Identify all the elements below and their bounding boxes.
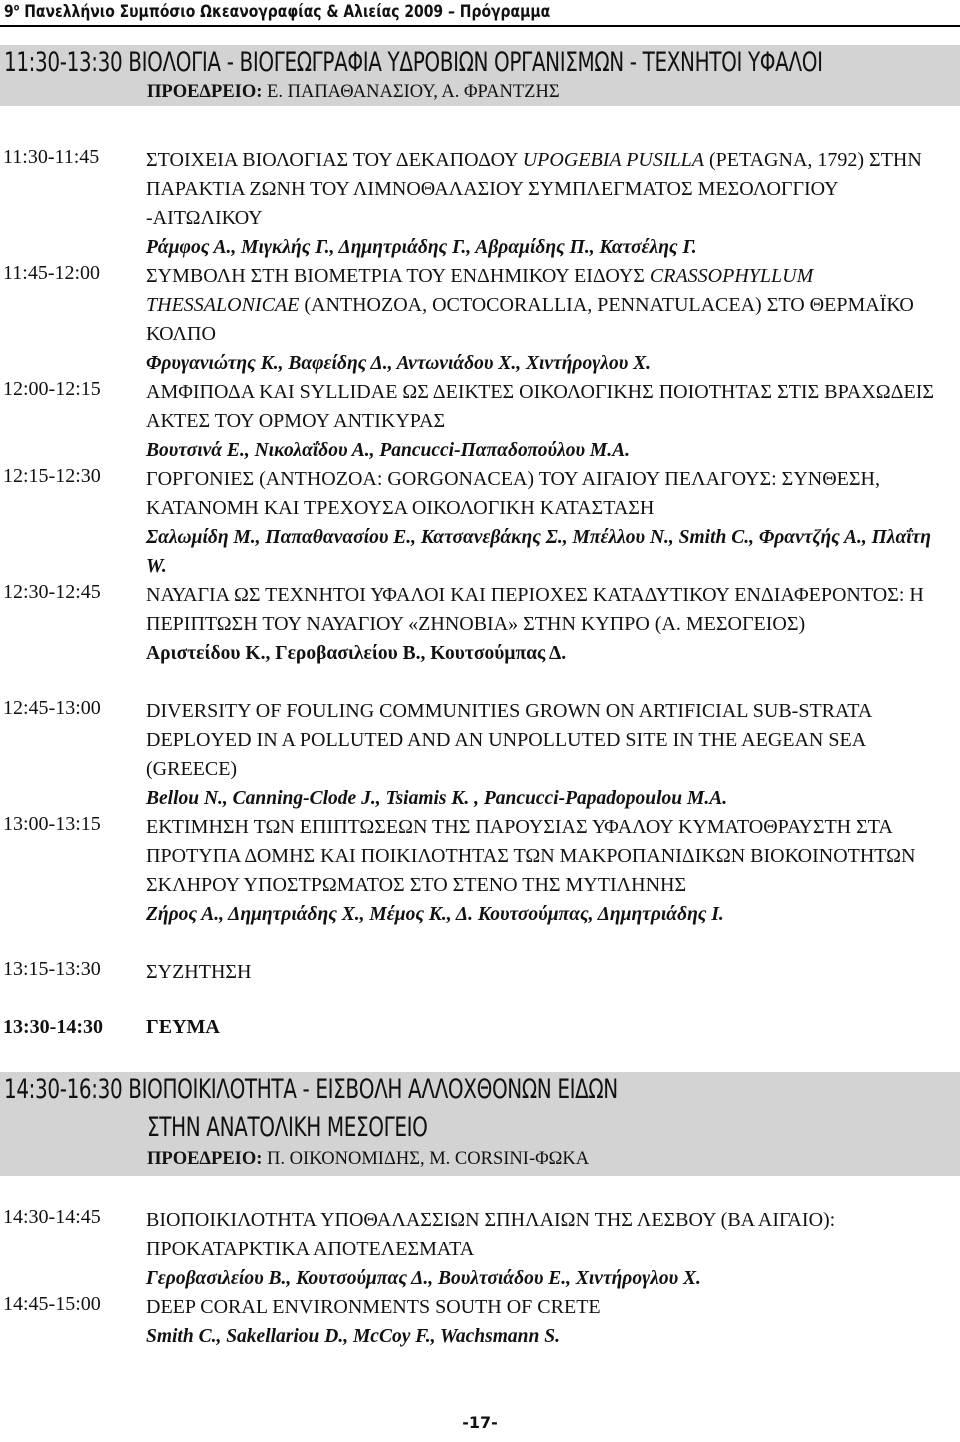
talk-title: DIVERSITY OF FOULING COMMUNITIES GROWN ON ARTIFICIAL SUB-STRATA DEPLOYED IN A POLLUTED AND AN UNPOLLUTED SITE IN THE AEGEAN SEA (GREECE) <box>146 700 872 780</box>
talk-title-part: ΣΥΜΒΟΛΗ ΣΤΗ ΒΙΟΜΕΤΡΙΑ ΤΟΥ ΕΝΔΗΜΙΚΟΥ ΕΙΔΟΥΣ <box>146 265 650 287</box>
species-name: CRASSOPHYLLUM THESSALONICAE <box>146 265 814 316</box>
chairs-label: ΠΡΟΕΔΡΕΙΟ: <box>147 82 263 102</box>
chairs-label: ΠΡΟΕΔΡΕΙΟ: <box>147 1149 263 1169</box>
talk-time: 14:45-15:00 <box>3 1293 101 1315</box>
edition-suffix: ο <box>13 2 20 14</box>
talk-time: 13:15-13:30 <box>3 958 101 980</box>
talk-title: ΒΙΟΠΟΙΚΙΛΟΤΗΤΑ ΥΠΟΘΑΛΑΣΣΙΩΝ ΣΠΗΛΑΙΩΝ ΤΗΣ ΛΕΣΒΟΥ (ΒΑ ΑΙΓΑΙΟ): ΠΡΟΚΑΤΑΡΚΤΙΚΑ ΑΠΟΤΕΛΕΣΜΑΤΑ <box>146 1209 836 1260</box>
session-title: 14:30-16:30 ΒΙΟΠΟΙΚΙΛΟΤΗΤΑ - ΕΙΣΒΟΛΗ ΑΛΛΟΧΘΟΝΩΝ ΕΙΔΩΝ <box>4 1074 618 1105</box>
session-title-continued: ΣΤΗΝ ΑΝΑΤΟΛΙΚΗ ΜΕΣΟΓΕΙΟ <box>147 1112 428 1143</box>
talk-title <box>146 262 951 349</box>
talk-title: ΣΥΖΗΤΗΣΗ <box>146 961 252 983</box>
session-title: 11:30-13:30 ΒΙΟΛΟΓΙΑ - ΒΙΟΓΕΩΓΡΑΦΙΑ ΥΔΡΟΒΙΩΝ ΟΡΓΑΝΙΣΜΩΝ - ΤΕΧΝΗΤΟΙ ΥΦΑΛΟΙ <box>4 47 823 78</box>
talk-time: 12:30-12:45 <box>3 581 101 603</box>
talk-authors: Φρυγανιώτης Κ., Βαφείδης Δ., Αντωνιάδου Χ., Χιντήρογλου Χ. <box>146 353 652 374</box>
talk-time: 12:00-12:15 <box>3 378 101 400</box>
talk-authors: Αριστείδου Κ., Γεροβασιλείου Β., Κουτσούμπας Δ. <box>146 643 567 664</box>
session-chairs <box>147 82 560 103</box>
break-time: 13:30-14:30 <box>3 1016 103 1038</box>
talk-title: ΕΚΤΙΜΗΣΗ ΤΩΝ ΕΠΙΠΤΩΣΕΩΝ ΤΗΣ ΠΑΡΟΥΣΙΑΣ ΥΦΑΛΟΥ ΚΥΜΑΤΟΘΡΑΥΣΤΗ ΣΤΑ ΠΡΟΤΥΠΑ ΔΟΜΗΣ ΚΑΙ ΠΟΙΚΙΛΟΤΗΤΑΣ ΤΩΝ ΜΑΚΡΟΠΑΝΙΔΙΚΩΝ ΒΙΟΚΟΙΝΟΤΗΤΩΝ ΣΚΛΗΡΟΥ ΥΠΟΣΤΡΩΜΑΤΟΣ ΣΤΟ ΣΤΕΝΟ ΤΗΣ ΜΥΤΙΛΗΝΗΣ <box>146 816 916 896</box>
talk-title-part: (ANTHOZOA, OCTOCORALLIA, PENNATULACEA) ΣΤΟ ΘΕΡΜΑΪΚΟ ΚΟΛΠΟ <box>146 294 914 345</box>
chairs-names: Ε. ΠΑΠΑΘΑΝΑΣΙΟΥ, Α. ΦΡΑΝΤΖΗΣ <box>262 82 560 102</box>
talk-time: 11:30-11:45 <box>3 146 100 168</box>
session-header-1 <box>0 45 960 106</box>
talk-title-part: ΣΤΟΙΧΕΙΑ ΒΙΟΛΟΓΙΑΣ ΤΟΥ ΔΕΚΑΠΟΔΟΥ <box>146 149 523 171</box>
talk-authors: Ράμφος Α., Μιγκλής Γ., Δημητριάδης Γ., Αβραμίδης Π., Κατσέλης Γ. <box>146 237 697 258</box>
page-number: -17- <box>462 1413 498 1432</box>
chairs-names: Π. ΟΙΚΟΝΟΜΙΔΗΣ, Μ. CORSINI-ΦΩΚΑ <box>262 1149 590 1169</box>
talk-title: ΑΜΦΙΠΟΔΑ ΚΑΙ SYLLIDAE ΩΣ ΔΕΙΚΤΕΣ ΟΙΚΟΛΟΓΙΚΗΣ ΠΟΙΟΤΗΤΑΣ ΣΤΙΣ ΒΡΑΧΩΔΕΙΣ ΑΚΤΕΣ ΤΟΥ ΟΡΜΟΥ ΑΝΤΙΚΥΡΑΣ <box>146 381 934 432</box>
session-header-2 <box>0 1072 960 1176</box>
talk-title: ΓΟΡΓΟΝΙΕΣ (ANTHOZOA: GORGONACEA) ΤΟΥ ΑΙΓΑΙΟΥ ΠΕΛΑΓΟΥΣ: ΣΥΝΘΕΣΗ, ΚΑΤΑΝΟΜΗ ΚΑΙ ΤΡΕΧΟΥΣΑ ΟΙΚΟΛΟΓΙΚΗ ΚΑΤΑΣΤΑΣΗ <box>146 468 880 519</box>
talk-time: 12:45-13:00 <box>3 697 101 719</box>
talk-time: 13:00-13:15 <box>3 813 101 835</box>
document-title-text: Πανελλήνιο Συμπόσιο Ωκεανογραφίας & Αλιείας 2009 – Πρόγραμμα <box>19 2 551 22</box>
talk-authors: Ζήρος Α., Δημητριάδης Χ., Μέμος Κ., Δ. Κουτσούμπας, Δημητριάδης Ι. <box>146 904 724 925</box>
header-divider <box>0 25 960 27</box>
edition-number: 9 <box>4 2 14 22</box>
document-title <box>4 2 550 22</box>
talk-title: DEEP CORAL ENVIRONMENTS SOUTH OF CRETE <box>146 1296 601 1318</box>
talk-time: 11:45-12:00 <box>3 262 101 284</box>
talk-time: 12:15-12:30 <box>3 465 101 487</box>
talk-authors: Bellou N., Canning-Clode J., Tsiamis K. , Pancucci-Papadopoulou M.A. <box>146 788 728 809</box>
break-label: ΓΕΥΜΑ <box>146 1016 220 1038</box>
talk-title-part: (PETAGNA, 1792) ΣΤΗΝ ΠΑΡΑΚΤΙΑ ΖΩΝΗ ΤΟΥ ΛΙΜΝΟΘΑΛΑΣΙΟΥ ΣΥΜΠΛΕΓΜΑΤΟΣ ΜΕΣΟΛΟΓΓΙΟΥ -ΑΙΤΩΛΙΚΟΥ <box>146 149 922 229</box>
talk-time: 14:30-14:45 <box>3 1206 101 1228</box>
talk-authors: Γεροβασιλείου Β., Κουτσούμπας Δ., Βουλτσιάδου Ε., Χιντήρογλου Χ. <box>146 1268 701 1289</box>
talk-authors: Σαλωμίδη Μ., Παπαθανασίου Ε., Κατσανεβάκης Σ., Μπέλλου Ν., Smith C., Φραντζής Α., Πλαΐτη W. <box>146 527 932 577</box>
talk-authors: Βουτσινά Ε., Νικολαΐδου Α., Pancucci-Παπαδοπούλου Μ.Α. <box>146 440 631 461</box>
talk-authors: Smith C., Sakellariou D., McCoy F., Wachsmann S. <box>146 1326 560 1347</box>
talk-title: ΝΑΥΑΓΙΑ ΩΣ ΤΕΧΝΗΤΟΙ ΥΦΑΛΟΙ ΚΑΙ ΠΕΡΙΟΧΕΣ ΚΑΤΑΔΥΤΙΚΟΥ ΕΝΔΙΑΦΕΡΟΝΤΟΣ: Η ΠΕΡΙΠΤΩΣΗ ΤΟΥ ΝΑΥΑΓΙΟΥ «ΖΗΝΟΒΙΑ» ΣΤΗΝ ΚΥΠΡΟ (Α. ΜΕΣΟΓΕΙΟΣ) <box>146 584 924 635</box>
session-chairs <box>147 1149 589 1170</box>
talk-title <box>146 146 951 233</box>
species-name: UPOGEBIA PUSILLA <box>522 149 704 171</box>
